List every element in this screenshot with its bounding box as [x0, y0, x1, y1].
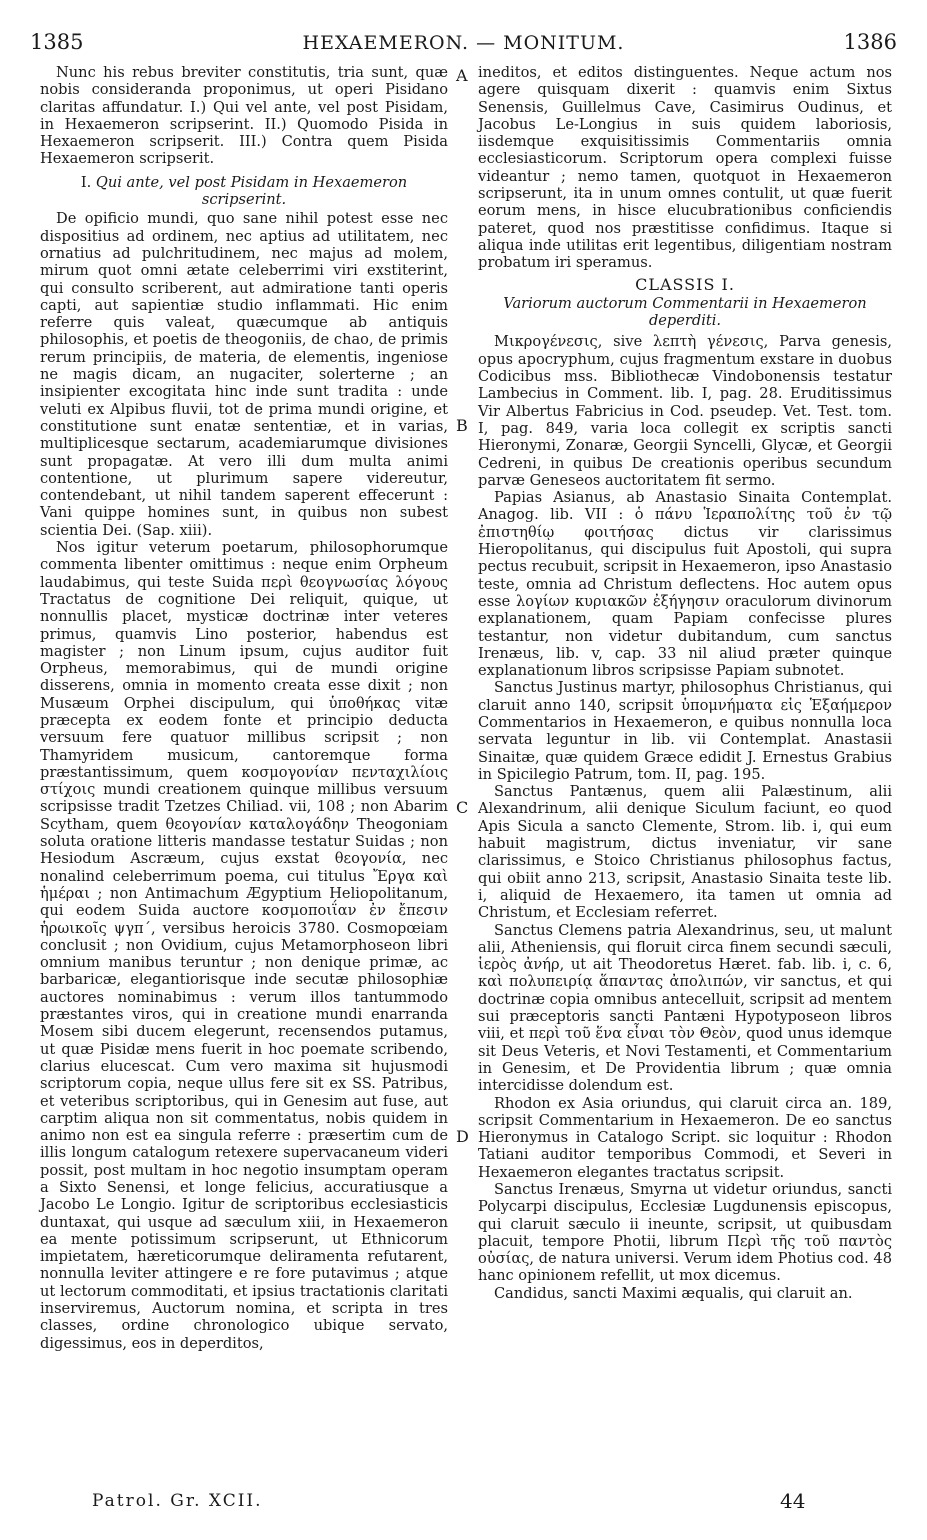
paragraph-opificio: De opificio mundi, quo sane nihil potest esse nec dispositius ad ordinem, nec aptius ad utilitatem, nec ornatius ad pulchritudinem, nec majus ad molem, mirum quot omni ætate celeberrimi viri exstiterint, qui consulto scriberent, aut admiratione tanti operis capti, aut sapientiæ studio inflammati. Hic enim referre quis valeat, quæcumque ab antiquis philosophis, et poetis de theogoniis, de chao, de primis rerum principiis, de materia, de elementis, ingeniose ne magis dicam, an nugaciter, solerterne ; an insipienter excogitata hinc inde sunt tradita : unde veluti ex Alpibus fluvii, tot de prima mundi origine, et constitutione sunt enatæ sententiæ, et in varias, multiplicesque sectarum, academiarumque divisiones sunt propagatæ. At vero illi dum multa animi contentione, ut plurimum sapere videreutur, contendebant, ut nihil tandem saperent effecerunt : Vani quippe homines sunt, in quibus non subest scientia Dei. (Sap. xiii).: [40, 210, 448, 539]
section-number: I.: [80, 173, 92, 191]
margin-letter-a: A: [456, 66, 468, 85]
paragraph-poetarum: Nos igitur veterum poetarum, philosophorumque commenta libenter omittimus : neque enim Orpheum laudabimus, qui teste Suida περὶ θεογνωσίας λόγους Tractatus de cognitione Dei reliquit, quique, ut nonnullis placet, mysticæ doctrinæ inter veteres primus, quamvis Lino posterior, habendus est magister ; non Linum ipsum, cujus auditor fuit Orpheus, memorabimus, qui de mundi origine disserens, omnia in momento creata esse dixit ; non Musæum Orphei discipulum, qui ὑποθήκας vitæ præcepta ex eodem fonte et principio deducta versuum fere quatuor millibus scripsit ; non Thamyridem musicum, cantoremque forma præstantissimum, quem κοσμογονίαν πενταχιλίοις στίχοις mundi creationem quinque millibus versuum scripsisse tradit Tzetzes Chiliad. vii, 108 ; non Abarim Scytham, quem θεογονίαν καταλογάδην Theogoniam soluta oratione litteris mandasse testatur Suidas ; non Hesiodum Ascræum, cujus exstat θεογονία, nec nonalind celeberrimum poema, cui titulus Ἔργα καὶ ἡμέραι ; non Antimachum Ægyptium Heliopolitanum, qui eodem Suida auctore κοσμοποιΐαν ἐν ἔπεσιν ἡρωικοῖς ψγπ´, versibus heroicis 3780. Cosmopœiam conclusit ; non Ovidium, cujus Metamorphoseon libri omnium manibus teruntur ; non denique primæ, ac barbaricæ, elegantiorisque inde secutæ philosophiæ auctores nominabimus : verum illos tantummodo præstantes viros, qui in creatione mundi enarranda Mosem sibi ducem elegerunt, recensendos putamus, ut quæ Pisidæ mens fuerit in hoc poemate scribendo, clarius elucescat. Cum vero maxima sit hujusmodi scriptorum copia, neque ullus fere sit ex SS. Patribus, et veteribus scriptoribus, qui in Genesim aut fuse, aut carptim aliqua non sit commentatus, nobis quidem in animo non est ea singula referre : præsertim cum de illis longum catalogum retexere supervacaneum videri possit, post multam in hoc negotio insumptam operam a Sixto Senensi, et longe felicius, accuratiusque a Jacobo Le Longio. Igitur de scriptoribus ecclesiasticis duntaxat, qui usque ad sæculum xiii, in Hexaemeron ea mente potissimum scripserunt, ut Ethnicorum impietatem, hæreticorumque deliramenta refutarent, nonnulla leviter attingere e re fore putavimus ; atque ut lectorum commoditati, et ipsius tractationis claritati inserviremus, Auctorum nomina, et scripta in tres classes, ordine chronologico ubique servato, digessimus, eos in deperditos,: [40, 539, 448, 1352]
right-column: [478, 64, 892, 1302]
footer-patrologia: Patrol. Gr. XCII.: [92, 1491, 263, 1511]
paragraph-rhodon: Rhodon ex Asia oriundus, qui claruit circa an. 189, scripsit Commentarium in Hexaemeron. De eo sanctus Hieronymus in Catalogo Script. sic loquitur : Rhodon Tatiani auditor temporibus Commodi, et Severi in Hexaemeron elegantes tractatus scripsit.: [478, 1094, 892, 1181]
classis-subtitle: Variorum auctorum Commentarii in Hexaemeron deperditi.: [503, 294, 867, 330]
paragraph-continuation: ineditos, et editos distinguentes. Neque actum nos agere quisquam dixerit : quamvis enim Sixtus Senensis, Guillelmus Cave, Casimirus Oudinus, et Jacobus Le-Longius in suis quidem laboriosis, iisdemque exquisitissimis Commentariis omnia ecclesiasticorum. Scriptorum opera complexi fuisse videantur ; nemo tamen, quotquot in Hexaemeron scripserunt, ita in unum omnes contulit, ut quæ fuerit eorum mens, in hisce elucubrationibus conficiendis pateret, quod nos præstitisse confidimus. Itaque si aliqua inde utilitas erit legentibus, diligentiam nostram probatum iri speramus.: [478, 64, 892, 272]
page-number-right: 1386: [843, 30, 897, 54]
page-number-left: 1385: [30, 30, 84, 54]
left-column: [40, 64, 448, 1352]
section-title: Qui ante, vel post Pisidam in Hexaemeron scripserint.: [95, 173, 408, 209]
paragraph-papias: Papias Asianus, ab Anastasio Sinaita Contemplat. Anagog. lib. VII : ὁ πάνυ Ἱεραπολίτης τοῦ ἐν τῷ ἐπιστηθίῳ φοιτήσας dictus vir clarissimus Hieropolitanus, qui discipulus fuit Apostoli, qui supra pectus recubuit, scripsit in Hexaemeron, ipso Anastasio teste, omnia ad Christum deflectens. Hoc autem opus esse λογίων κυριακῶν ἐξήγησιν oraculorum divinorum explanationem, quam Papiam confecisse plures testantur, non videtur dubitandum, cum sanctus Irenæus, lib. v, cap. 33 nil aliud præter quinque explanationum libros scripsisse Papiam subnotet.: [478, 489, 892, 680]
paragraph-parva-genesis: Μικρογένεσις, sive λεπτὴ γένεσις, Parva genesis, opus apocryphum, cujus fragmentum exstare in duobus Codicibus mss. Bibliothecæ Vindobonensis testatur Lambecius in Comment. lib. I, pag. 28. Eruditissimus Vir Albertus Fabricius in Cod. pseudep. Vet. Test. tom. I, pag. 849, varia loca collegit ex scriptis sancti Hieronymi, Zonaræ, Georgii Syncelli, Glycæ, et Georgii Cedreni, in quibus De creationis operibus secundum parvæ Geneseos auctoritatem fit sermo.: [478, 333, 892, 489]
margin-letter-d: D: [456, 1127, 469, 1146]
footer-signature: 44: [780, 1489, 806, 1513]
intro-paragraph: Nunc his rebus breviter constitutis, tria sunt, quæ nobis consideranda proponimus, ut operi Pisidano claritas affundatur. I.) Qui vel ante, vel post Pisidam, in Hexaemeron scripserint. II.) Quomodo Pisida in Hexaemeron scripserit. III.) Contra quem Pisida Hexaemeron scripserit.: [40, 64, 448, 168]
margin-letter-b: B: [456, 416, 468, 435]
running-title: HEXAEMERON. — MONITUM.: [302, 32, 625, 54]
section-heading: [40, 174, 448, 209]
margin-letter-c: C: [456, 798, 469, 817]
paragraph-pantaenus: Sanctus Pantænus, quem alii Palæstinum, alii Alexandrinum, alii denique Siculum faciunt, eo quod Apis Sicula a sancto Clemente, Strom. lib. i, qui eum habuit magistrum, dictus inveniatur, vir sane clarissimus, e Stoico Christianus philosophus factus, qui obiit anno 213, scripsit, Anastasio Sinaita teste lib. i, aliquid de Hexaemero, ita tamen ut omnia ad Christum, et Ecclesiam referret.: [478, 783, 892, 922]
paragraph-clemens: Sanctus Clemens patria Alexandrinus, seu, ut malunt alii, Atheniensis, qui floruit circa finem secundi sæculi, ἱερὸς ἀνήρ, ut ait Theodoretus Hæret. fab. lib. i, c. 6, καὶ πολυπειρίᾳ ἅπαντας ἀπολιπών, vir sanctus, et qui doctrinæ copia omnibus antecelluit, scripsit ad mentem sui præceptoris sancti Pantæni Hypotyposeon libros viii, et περὶ τοῦ ἕνα εἶναι τὸν Θεὸν, quod unus idemque sit Deus Veteris, et Novi Testamenti, et Commentarium in Genesim, et De Providentia librum ; quæ omnia intercidisse dolendum est.: [478, 921, 892, 1095]
page-header: [30, 30, 897, 60]
paragraph-justinus: Sanctus Justinus martyr, philosophus Christianus, qui claruit anno 140, scripsit ὑπομνήματα εἰς Ἑξαήμερον Commentarios in Hexaemeron, e quibus nonnulla loca servata leguntur in lib. vii Contemplat. Anastasii Sinaitæ, quæ quidem Græce edidit J. Ernestus Grabius in Spicilegio Patrum, tom. II, pag. 195.: [478, 679, 892, 783]
paragraph-candidus: Candidus, sancti Maximi æqualis, qui claruit an.: [494, 1284, 853, 1302]
classis-heading: CLASSIS I.: [635, 274, 735, 294]
paragraph-irenaeus: Sanctus Irenæus, Smyrna ut videtur oriundus, sancti Polycarpi discipulus, Ecclesiæ Lugdunensis episcopus, qui claruit sæculo ii ineunte, scripsit, ut quibusdam placuit, tempore Photii, librum Περὶ τῆς τοῦ παντὸς οὐσίας, de natura universi. Verum idem Photius cod. 48 hanc opinionem refellit, ut mox dicemus.: [478, 1181, 892, 1285]
